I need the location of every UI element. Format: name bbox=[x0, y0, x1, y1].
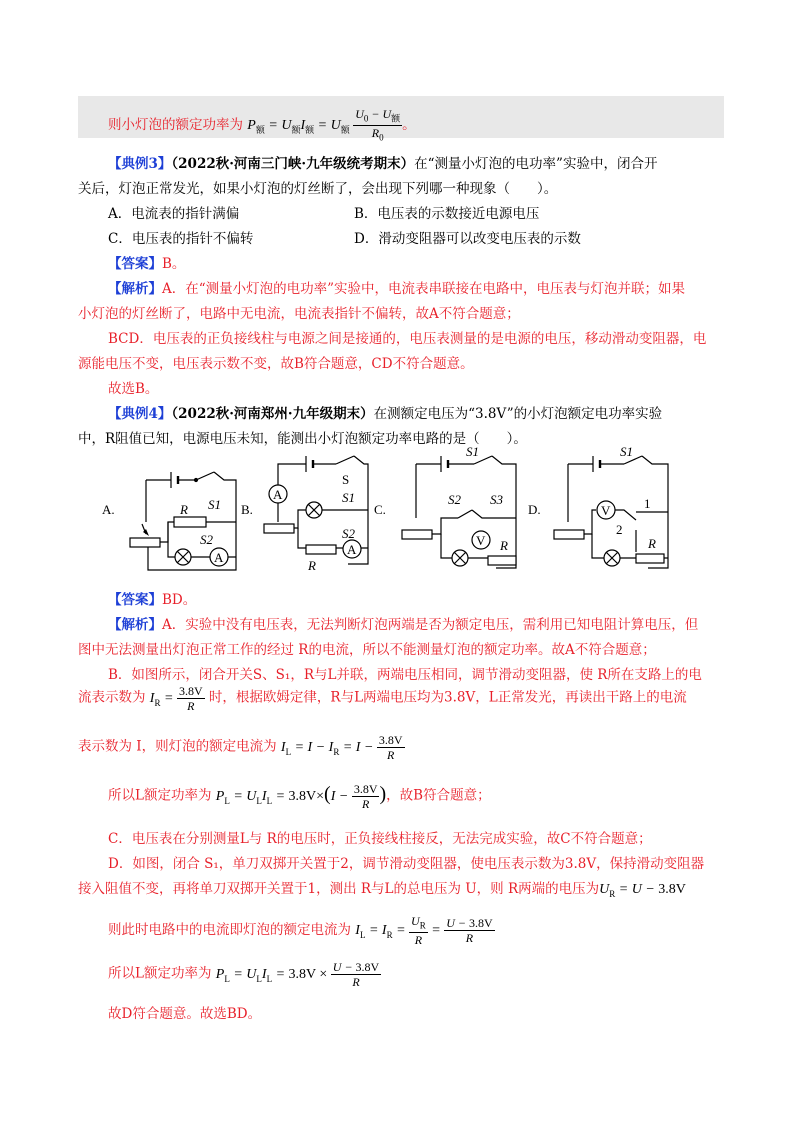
svg-text:S1: S1 bbox=[342, 490, 355, 505]
svg-text:S1: S1 bbox=[208, 497, 221, 512]
ex4-answer-value: BD。 bbox=[162, 592, 197, 608]
ex3-analysis-line3: BCD．电压表的正负接线柱与电源之间是接通的，电压表测量的是电源的电压，移动滑动变阻器，电 bbox=[108, 331, 707, 347]
ex3-question-line1 bbox=[108, 152, 657, 172]
svg-text:S2: S2 bbox=[448, 492, 461, 507]
resistor-c bbox=[488, 556, 516, 565]
ex4-analysis-tag: 【解析】 bbox=[108, 617, 162, 633]
ex4-q1: 在测额定电压为“3.8V”的小灯泡额定电功率实验 bbox=[373, 406, 663, 422]
ex3-answer bbox=[108, 252, 185, 272]
d3-pre: 则此时电路中的电流即灯泡的额定电流为 bbox=[108, 921, 351, 938]
circuit-b bbox=[264, 456, 368, 573]
ex3-analysis-line2: 小灯泡的灯丝断了，电路中无电流，电流表指针不偏转，故A不符合题意； bbox=[78, 306, 520, 322]
ex4-answer bbox=[108, 588, 196, 608]
ex3-analysis-tag: 【解析】 bbox=[108, 281, 162, 297]
ex4-analysis-c1: C．电压表在分别测量L与 R的电压时，正负接线柱接反，无法完成实验，故C不符合题意； bbox=[108, 831, 652, 847]
rheostat-a bbox=[130, 538, 160, 547]
circuit-d bbox=[554, 444, 668, 568]
top-box-end: 。 bbox=[402, 117, 416, 134]
b4-pre: 所以L额定功率为 bbox=[108, 787, 212, 804]
svg-text:S3: S3 bbox=[490, 492, 503, 507]
svg-text:1: 1 bbox=[644, 496, 651, 511]
ex4-source: （2022秋·河南郑州·九年级期末） bbox=[171, 406, 374, 422]
ex3-answer-value: B。 bbox=[162, 256, 186, 272]
circuit-a bbox=[130, 472, 236, 570]
ex3-ana1: A．在“测量小灯泡的电功率”实验中，电流表串联接在电路中，电压表与灯泡并联；如果 bbox=[162, 281, 686, 297]
ex4-analysis-b1: B．如图所示，闭合开关S、S₁，R与L并联，两端电压相同，调节滑动变阻器，使 R所在支路上的电 bbox=[108, 667, 702, 683]
svg-text:A: A bbox=[347, 542, 357, 557]
ex4-analysis-a2: 图中无法测量出灯泡正常工作的经过 R的电流，所以不能测量灯泡的额定功率。故A不符合题意； bbox=[78, 642, 656, 658]
resistor-d bbox=[636, 554, 664, 563]
ex3-analysis-line1 bbox=[108, 277, 685, 297]
ex4-analysis-d5: 故D符合题意。故选BD。 bbox=[108, 1006, 262, 1022]
ex3-option-a: A．电流表的指针满偏 bbox=[108, 206, 240, 222]
formula-ir: $I_R$ = $\frac{3.8V}{R}$ bbox=[149, 684, 203, 713]
svg-text:A: A bbox=[273, 487, 283, 502]
svg-text:S2: S2 bbox=[342, 526, 355, 541]
ex4-question-line1 bbox=[108, 402, 662, 422]
resistor-b bbox=[306, 545, 336, 554]
ex4-analysis-b3 bbox=[78, 733, 405, 762]
resistor-a bbox=[174, 517, 206, 527]
rheostat-d bbox=[554, 530, 584, 539]
ex3-tag: 【典例3】 bbox=[108, 156, 172, 172]
ex3-answer-tag: 【答案】 bbox=[108, 256, 162, 272]
svg-text:R: R bbox=[180, 502, 188, 517]
formula-pl-b: $P_L = U_LI_L = 3.8V\times(I$ − $\frac{3.8V}{R}$ ) bbox=[215, 782, 387, 811]
b2-post: 时，根据欧姆定律，R与L两端电压均为3.8V，L正常发光，再读出干路上的电流 bbox=[208, 689, 687, 706]
ex4-analysis-d4 bbox=[108, 960, 381, 989]
option-d-label: D. bbox=[528, 502, 541, 517]
ex3-option-d: D．滑动变阻器可以改变电压表的示数 bbox=[354, 231, 581, 247]
rheostat-c bbox=[402, 530, 432, 539]
rheostat-b bbox=[264, 524, 294, 533]
ex4-a1: A．实验中没有电压表，无法判断灯泡两端是否为额定电压，需利用已知电阻计算电压，但 bbox=[162, 617, 699, 633]
top-box-label: 则小灯泡的额定功率为 bbox=[108, 117, 243, 134]
b4-post: ，故B符合题意； bbox=[386, 787, 491, 804]
ex4-analysis-d1: D．如图，闭合 S₁，单刀双掷开关置于2，调节滑动变阻器，使电压表示数为3.8V，保持滑动变阻器 bbox=[108, 856, 705, 872]
formula-il: $I_L = I - I_R = I$ − $\frac{3.8V}{R}$ bbox=[280, 733, 403, 762]
option-c-label: C. bbox=[374, 502, 386, 517]
ex3-analysis-line5: 故选B。 bbox=[108, 381, 159, 397]
svg-text:S: S bbox=[342, 472, 350, 487]
ex4-analysis-d3 bbox=[108, 914, 495, 947]
d4-pre: 所以L额定功率为 bbox=[108, 965, 212, 982]
ex3-q1: 在“测量小灯泡的电功率”实验中，闭合开 bbox=[414, 156, 658, 172]
svg-text:V: V bbox=[476, 533, 486, 548]
ex3-option-c: C．电压表的指针不偏转 bbox=[108, 231, 254, 247]
ex4-analysis-d2 bbox=[78, 877, 686, 899]
circuit-diagrams bbox=[96, 444, 736, 582]
b2-pre: 流表示数为 bbox=[78, 689, 146, 706]
formula-il-d: $I_L = I_R$ = $\frac{U_R}{R}$ = $\frac{U - 3.8V}{R}$ bbox=[355, 914, 493, 948]
ex4-analysis-b4 bbox=[108, 782, 491, 811]
svg-text:R: R bbox=[648, 536, 656, 551]
formula-pl-d: $P_L = U_LI_L = 3.8V$ × $\frac{U - 3.8V}{R}$ bbox=[215, 960, 380, 989]
b3-pre: 表示数为 I，则灯泡的额定电流为 bbox=[78, 738, 277, 755]
svg-text:S2: S2 bbox=[200, 532, 213, 547]
svg-text:R: R bbox=[308, 558, 316, 573]
ex3-source: （2022秋·河南三门峡·九年级统考期末） bbox=[171, 156, 415, 172]
ex3-question-line2: 关后，灯泡正常发光，如果小灯泡的灯丝断了，会出现下列哪一种现象（ ）。 bbox=[78, 181, 558, 197]
ex4-question-line2: 中，R阻值已知，电源电压未知，能测出小灯泡额定功率电路的是（ ）。 bbox=[78, 431, 527, 447]
ex3-analysis-line4: 源能电压不变，电压表示数不变，故B符合题意，CD不符合题意。 bbox=[78, 356, 474, 372]
svg-text:2: 2 bbox=[616, 522, 623, 537]
d2-pre: 接入阻值不变，再将单刀双掷开关置于1，测出 R与L的总电压为 U，则 R两端的电压为 bbox=[78, 881, 600, 897]
ex4-analysis-a1 bbox=[108, 613, 698, 633]
ex4-tag: 【典例4】 bbox=[108, 406, 172, 422]
ex3-option-b: B．电压表的示数接近电源电压 bbox=[354, 206, 540, 222]
svg-text:R: R bbox=[500, 538, 508, 553]
top-box-formula: $P_额 = U_额I_额 = U_额$ $\frac{U_0 - U_额}{R_0}$ bbox=[247, 107, 401, 143]
ex4-analysis-b2 bbox=[78, 684, 687, 713]
ex4-answer-tag: 【答案】 bbox=[108, 592, 162, 608]
top-box-text bbox=[108, 107, 416, 145]
circuit-c bbox=[402, 444, 516, 568]
svg-text:V: V bbox=[601, 503, 611, 518]
option-b-label: B. bbox=[241, 502, 253, 517]
option-a-label: A. bbox=[102, 502, 115, 517]
svg-text:A: A bbox=[214, 550, 224, 565]
svg-text:S1: S1 bbox=[620, 444, 633, 459]
formula-ur: $U_R = U - 3.8V$ bbox=[599, 882, 686, 899]
svg-text:S1: S1 bbox=[466, 444, 479, 459]
